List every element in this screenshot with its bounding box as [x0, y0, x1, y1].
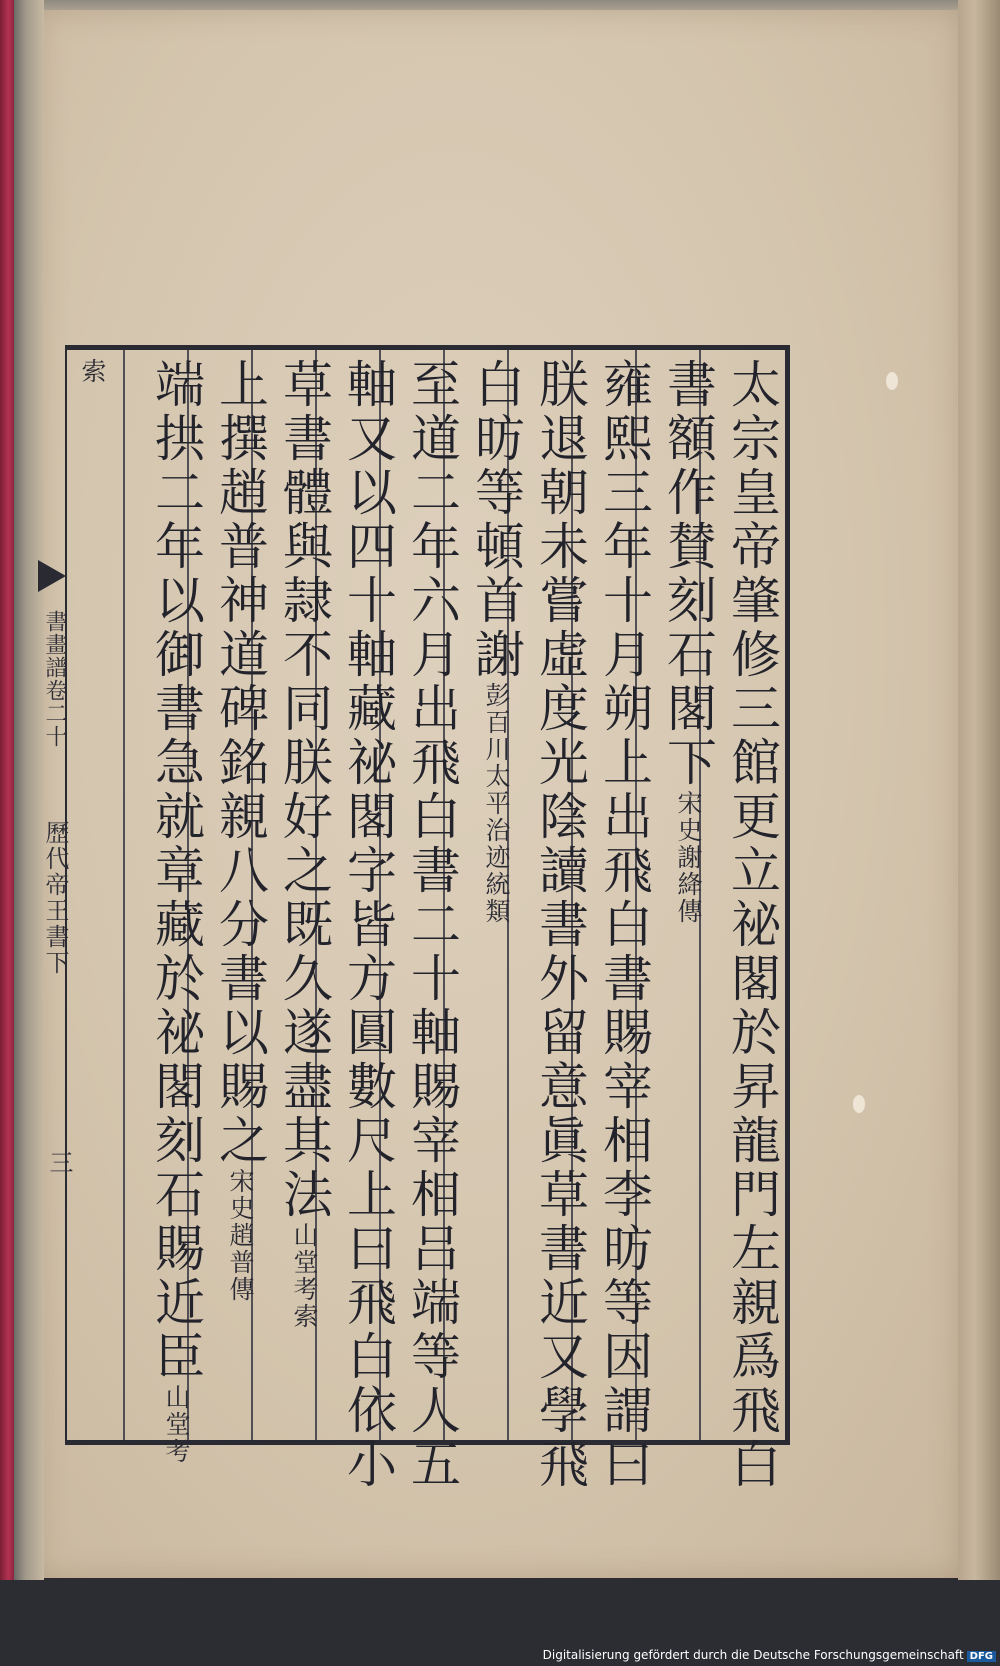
- book-spine: [14, 0, 44, 1580]
- margin-chapter-title: 歷代帝王書下: [41, 820, 69, 976]
- column-rule: [123, 350, 125, 1440]
- column-main-text: 白昉等頓首謝: [467, 358, 525, 682]
- column-annotation: 宋史謝絳傳: [674, 790, 703, 925]
- column-annotation: 山堂考: [162, 1384, 191, 1465]
- text-column: [403, 358, 461, 1492]
- column-main-text: 書額作賛刻石閣下: [659, 358, 717, 790]
- column-main-text: 至道二年六月出飛白書二十軸賜宰相吕端等人五: [403, 358, 461, 1492]
- margin-book-title: 書畫譜卷二十: [42, 610, 67, 748]
- text-column: [147, 358, 205, 1465]
- digitization-credit: [543, 1648, 996, 1662]
- text-column: [275, 358, 333, 1330]
- column-annotation: 山堂考索: [290, 1222, 319, 1330]
- text-column: [531, 358, 589, 1492]
- column-annotation: 宋史趙普傳: [226, 1168, 255, 1303]
- page-stack-edge: [958, 0, 1000, 1580]
- text-frame: [65, 345, 790, 1492]
- text-column: [723, 358, 781, 1492]
- text-column: [78, 358, 121, 385]
- column-main-text: 太宗皇帝肇修三館更立祕閣於昇龍門左親爲飛白: [723, 358, 781, 1492]
- text-column: [211, 358, 269, 1303]
- fish-tail-mark: [38, 560, 66, 592]
- column-main-text: 端拱二年以御書急就章藏於祕閣刻石賜近臣: [147, 358, 205, 1384]
- dfg-logo: DFG: [967, 1651, 996, 1662]
- column-annotation: 彭百川太平治迹統類: [482, 682, 511, 925]
- text-column: [339, 358, 397, 1492]
- column-main-text: 雍熙三年十月朔上出飛白書賜宰相李昉等因謂曰: [595, 358, 653, 1492]
- binding-hole: [886, 372, 898, 390]
- text-column: [595, 358, 653, 1492]
- red-binding-edge: [0, 0, 14, 1580]
- column-annotation: 索: [78, 358, 107, 385]
- column-main-text: 軸又以四十軸藏祕閣字皆方圓數尺上曰飛白依小: [339, 358, 397, 1492]
- column-main-text: 上撰趙普神道碑銘親八分書以賜之: [211, 358, 269, 1168]
- column-main-text: 草書體與隷不同朕好之既久遂盡其法: [275, 358, 333, 1222]
- column-main-text: 朕退朝未嘗虛度光陰讀書外留意眞草書近又學飛: [531, 358, 589, 1492]
- margin-page-number: 三: [45, 1150, 73, 1174]
- text-column: [467, 358, 525, 925]
- binding-hole: [853, 1095, 865, 1113]
- text-column: [659, 358, 717, 925]
- credit-text: Digitalisierung gefördert durch die Deutsche Forschungsgemeinschaft: [542, 1648, 964, 1662]
